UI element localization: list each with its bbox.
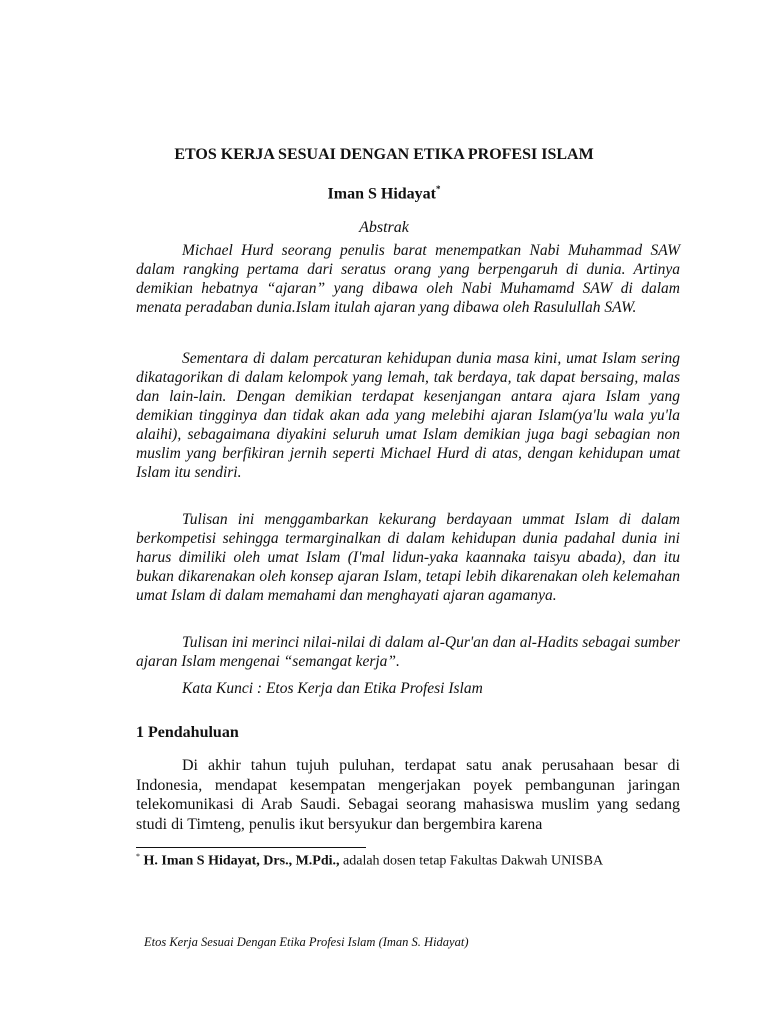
footnote (136, 852, 696, 870)
section-paragraph: Di akhir tahun tujuh puluhan, terdapat satu anak perusahaan besar di Indonesia, mendapat kesempatan mengerjakan poyek pembangunan jaringan telekomunikasi di Arab Saudi. Sebagai seorang mahasiswa muslim yang sedang studi di Timteng, penulis ikut bersyukur dan bergembira karena (136, 757, 680, 833)
author-name: Iman S Hidayat (327, 185, 436, 203)
abstract-heading: Abstrak (359, 219, 409, 236)
section-heading: 1 Pendahuluan (136, 724, 239, 741)
abstract-paragraph-1: Michael Hurd seorang penulis barat menempatkan Nabi Muhammad SAW dalam rangking pertama dari seratus orang yang berpengaruh di dunia. Artinya demikian hebatnya “ajaran” yang dibawa oleh Nabi Muhamamd SAW di dalam menata peradaban dunia.Islam itulah ajaran yang dibawa oleh Rasulullah SAW. (136, 242, 680, 316)
footnote-text: adalah dosen tetap Fakultas Dakwah UNISBA (339, 853, 604, 869)
abstract-paragraph-3: Tulisan ini menggambarkan kekurang berdayaan ummat Islam di dalam berkompetisi sehingga termarginalkan di dalam kehidupan dunia padahal dunia ini harus dimiliki oleh umat Islam (I'mal lidun-yaka kaannaka taisyu abada), dan itu bukan dikarenakan oleh konsep ajaran Islam, tetapi lebih dikarenakan oleh kelemahan umat Islam di dalam memahami dan menghayati ajaran agamanya. (136, 511, 680, 604)
footnote-author-name: H. Iman S Hidayat, Drs., M.Pdi., (143, 853, 340, 869)
author-line (0, 184, 768, 203)
running-footer: Etos Kerja Sesuai Dengan Etika Profesi Islam (Iman S. Hidayat) (144, 935, 469, 949)
footnote-marker: * (136, 852, 140, 861)
footnote-divider (136, 847, 366, 848)
author-footnote-marker: * (435, 184, 441, 194)
abstract-paragraph-2: Sementara di dalam percaturan kehidupan dunia masa kini, umat Islam sering dikatagorikan di dalam kelompok yang lemah, tak berdaya, tak dapat bersaing, malas dan lain-lain. Dengan demikian terdapat kesenjangan antara ajara Islam yang demikian tingginya dan tidak akan ada yang melebihi ajaran Islam(ya'lu wala yu'la alaihi), sebagaimana diyakini seluruh umat Islam demikian juga bagi sebagian non muslim yang berfikiran jernih seperti Michael Hurd di atas, dengan kehidupan umat Islam itu sendiri. (136, 350, 680, 481)
document-title: ETOS KERJA SESUAI DENGAN ETIKA PROFESI ISLAM (174, 146, 594, 163)
abstract-paragraph-4: Tulisan ini merinci nilai-nilai di dalam al-Qur'an dan al-Hadits sebagai sumber ajaran Islam mengenai “semangat kerja”. (136, 634, 680, 670)
keywords-line: Kata Kunci : Etos Kerja dan Etika Profesi Islam (182, 680, 483, 697)
